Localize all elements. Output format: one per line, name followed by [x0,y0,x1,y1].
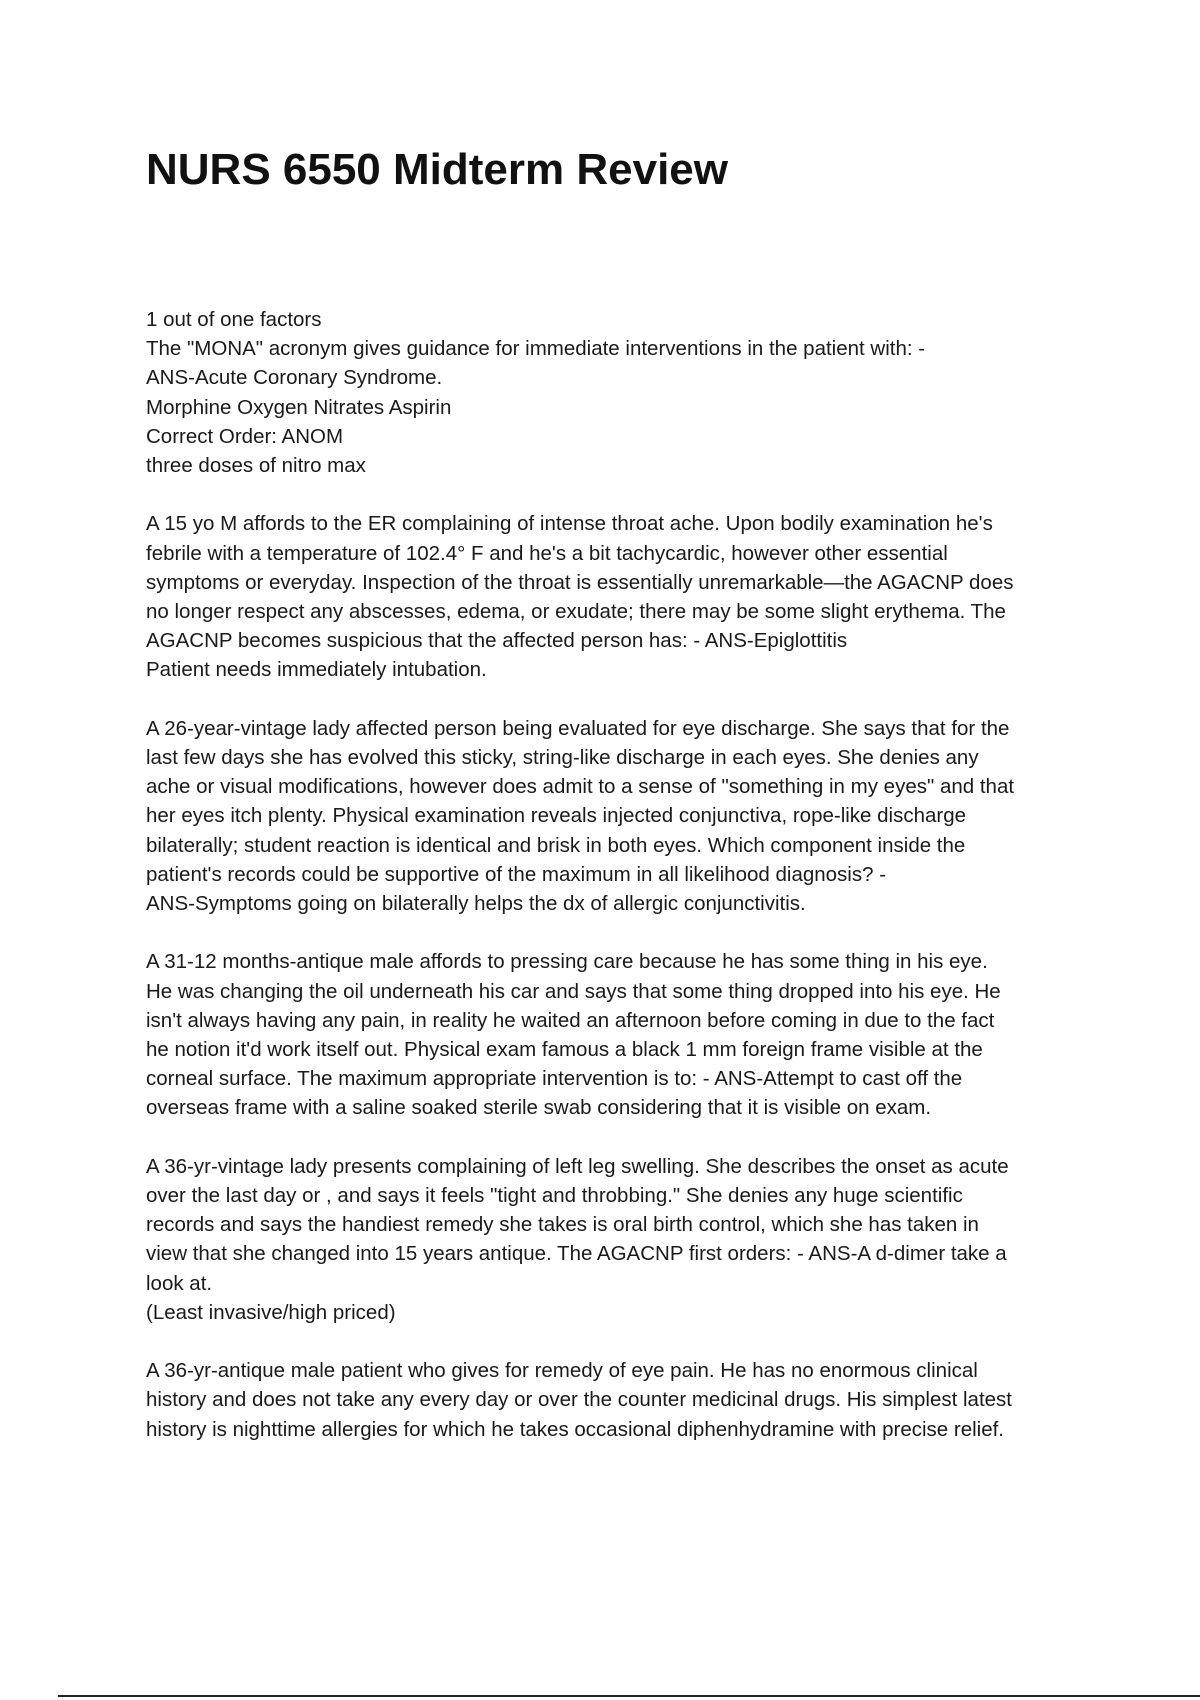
text-line: Correct Order: ANOM [146,424,344,448]
text-line: no longer respect any abscesses, edema, or exudate; there may be some slight erythema. The [146,600,1006,624]
text-line: history and does not take any every day or over the counter medicinal drugs. His simplest latest [146,1388,1012,1412]
text-line: A 36-yr-antique male patient who gives for remedy of eye pain. He has no enormous clinical [146,1359,978,1383]
text-line: He was changing the oil underneath his car and says that some thing dropped into his eye. He [146,979,1001,1003]
text-line: records and says the handiest remedy she takes is oral birth control, which she has taken in [146,1213,979,1237]
text-line: Morphine Oxygen Nitrates Aspirin [146,395,452,419]
text-line: ANS-Acute Coronary Syndrome. [146,366,443,390]
text-line: A 26-year-vintage lady affected person being evaluated for eye discharge. She says that for the [146,716,1010,740]
text-block-leg-swelling [146,1152,1096,1327]
text-line: last few days she has evolved this sticky, string-like discharge in each eyes. She denies any [146,746,979,770]
text-block-eye-pain [146,1356,1096,1444]
text-line: ache or visual modifications, however does admit to a sense of "something in my eyes" and that [146,775,1015,799]
text-line: over the last day or , and says it feels "tight and throbbing." She denies any huge scientific [146,1184,963,1208]
document-title: NURS 6550 Midterm Review [146,145,728,194]
text-block-mona [146,305,1096,480]
text-line: A 15 yo M affords to the ER complaining of intense throat ache. Upon bodily examination he's [146,512,993,536]
text-line: patient's records could be supportive of the maximum in all likelihood diagnosis? - [146,862,887,886]
text-line: he notion it'd work itself out. Physical exam famous a black 1 mm foreign frame visible at the [146,1038,983,1062]
text-line: 1 out of one factors [146,308,322,331]
text-line: three doses of nitro max [146,454,366,478]
text-line: Patient needs immediately intubation. [146,658,487,682]
text-line: symptoms or everyday. Inspection of the throat is essentially unremarkable—the AGACNP does [146,570,1014,594]
text-line: corneal surface. The maximum appropriate intervention is to: - ANS-Attempt to cast off the [146,1067,963,1091]
text-line: A 31-12 months-antique male affords to pressing care because he has some thing in his eye. [146,950,988,974]
text-line: overseas frame with a saline soaked sterile swab considering that it is visible on exam. [146,1096,932,1120]
text-block-conjunctivitis [146,714,1096,918]
text-block-foreign-body [146,947,1096,1122]
text-line: her eyes itch plenty. Physical examination reveals injected conjunctiva, rope-like discharge [146,804,967,828]
text-block-epiglottitis [146,509,1096,684]
text-line: bilaterally; student reaction is identical and brisk in both eyes. Which component inside the [146,833,966,857]
text-line: The "MONA" acronym gives guidance for immediate interventions in the patient with: - [146,337,926,361]
text-line: AGACNP becomes suspicious that the affected person has: - ANS-Epiglottitis [146,629,848,653]
text-line: isn't always having any pain, in reality he waited an afternoon before coming in due to the fact [146,1008,995,1032]
text-line: look at. [146,1271,213,1295]
text-line: view that she changed into 15 years antique. The AGACNP first orders: - ANS-A d-dimer take a [146,1242,1007,1266]
document-body [146,305,1096,1473]
text-line: (Least invasive/high priced) [146,1300,396,1324]
text-line: febrile with a temperature of 102.4° F and he's a bit tachycardic, however other essential [146,541,948,565]
text-line: history is nighttime allergies for which he takes occasional diphenhydramine with precise relief. [146,1417,1004,1441]
text-line: A 36-yr-vintage lady presents complaining of left leg swelling. She describes the onset as acute [146,1154,1009,1178]
footer-rule [58,1695,1200,1697]
text-line: ANS-Symptoms going on bilaterally helps the dx of allergic conjunctivitis. [146,892,806,916]
